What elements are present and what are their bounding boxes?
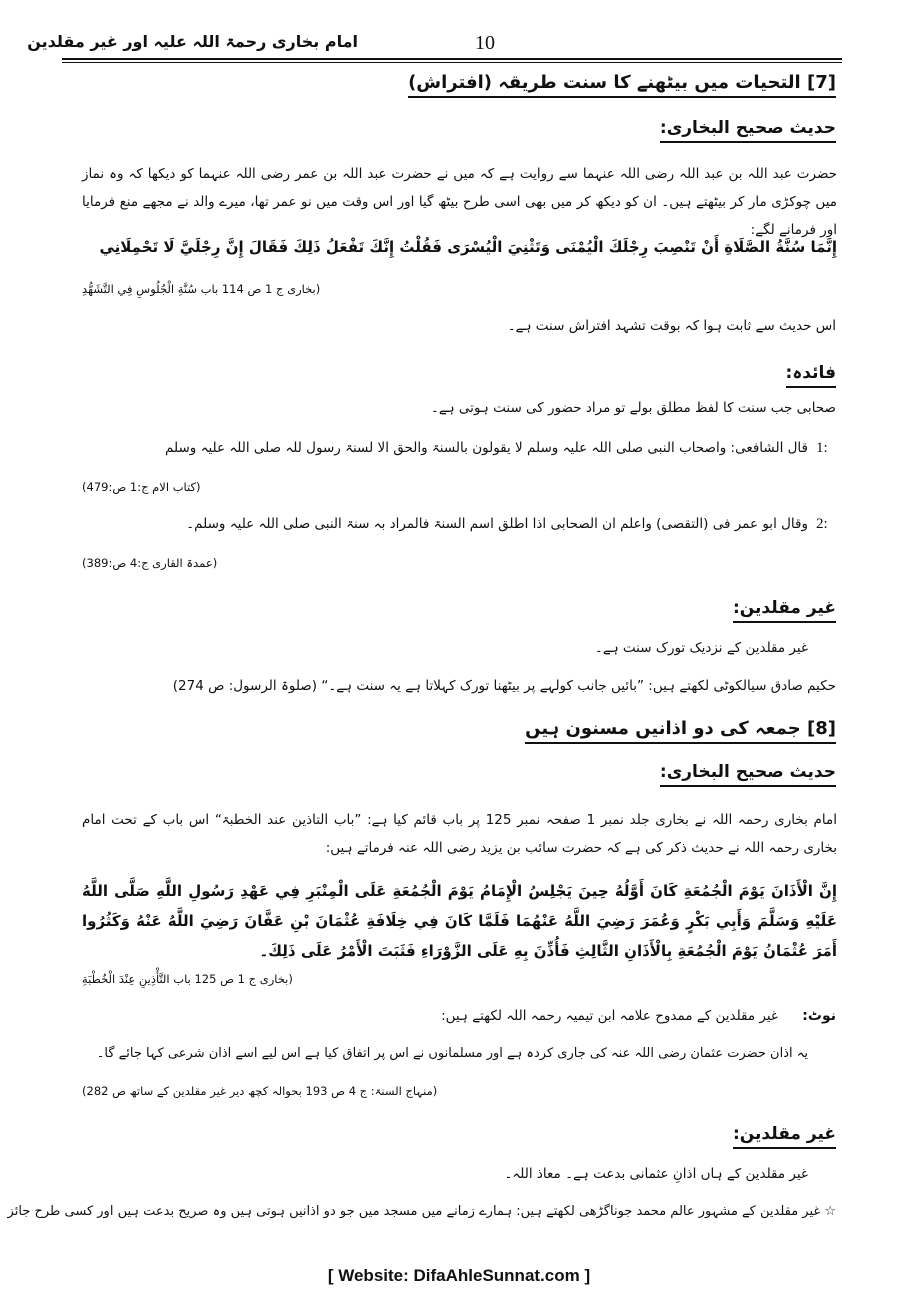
header-rule-thin (62, 62, 842, 63)
section-7-conclusion: اس حدیث سے ثابت ہوا کہ بوقت تشہد افتراش سنت ہے۔ (507, 318, 836, 334)
section-7-ghair-label: غیر مقلدین: (733, 598, 836, 623)
section-7-ghair-line-1: غیر مقلدین کے نزدیک تورک سنت ہے۔ (594, 640, 808, 656)
item-1-number: 1: (816, 440, 828, 456)
section-7-paragraph: حضرت عبد اللہ بن عبد اللہ رضی اللہ عنہما سے روایت ہے کہ میں نے حضرت عبد اللہ بن عمر رضی اللہ عنہما کو دیکھا کہ وہ نماز میں چوکڑی مار کر بیٹھتے ہیں۔ ان کو دیکھ کر میں بھی اسی طرح بیٹھ گیا اور اس وقت میں نو عمر تھا، میرے والد نے مجھے منع فرمایا اور فرمانے لگے: (82, 166, 837, 238)
item-1-reference: (کتاب الام ج:1 ص:479) (82, 480, 201, 494)
faida-text: صحابی جب سنت کا لفظ مطلق بولے تو مراد حضور کی سنت ہوتی ہے۔ (430, 400, 836, 416)
section-7-reference: (بخاری ج 1 ص 114 باب سُنَّةِ الْجُلُوسِ فِي التَّشَهُّدِ (82, 282, 321, 296)
section-8-ghair-line-1: غیر مقلدین کے ہاں اذانِ عثمانی بدعت ہے۔ معاذ اللہ۔ (504, 1166, 808, 1182)
page-number: 10 (475, 32, 495, 54)
section-8-paragraph: امام بخاری رحمہ اللہ نے بخاری جلد نمبر 1 صفحہ نمبر 125 پر باب قائم کیا ہے: ”باب التاذین عند الخطبۃ“ اس باب کے تحت امام بخاری رحمہ اللہ نے حدیث ذکر کی ہے کہ حضرت سائب بن یزید رضی اللہ عنہ فرماتے ہیں: (82, 812, 838, 856)
section-8-ghair-label: غیر مقلدین: (733, 1124, 836, 1149)
section-8-ghair-line-2: ☆ غیر مقلدین کے مشہور عالم محمد جوناگڑھی لکھتے ہیں: ہمارے زمانے میں مسجد میں جو دو اذانیں ہوتی ہیں وہ صریح بدعت ہیں اور کسی طرح جائز (7, 1204, 836, 1219)
section-7-ghair-line-2: حکیم صادق سیالکوٹی لکھتے ہیں: ”بائیں جانب کولہے پر بیٹھنا تورک کہلاتا ہے یہ سنت ہے۔“ (صلوۃ الرسول: ص 274) (172, 678, 836, 694)
section-8-heading: [8] جمعہ کی دو اذانیں مسنون ہیں (525, 718, 836, 744)
section-8-arabic-reference: (بخاری ج 1 ص 125 باب التَّأْذِينِ عِنْدَ الْخُطْبَةِ (82, 972, 293, 986)
note-reference: (منہاج السنۃ: ج 4 ص 193 بحوالہ کچھ دیر غیر مقلدین کے ساتھ ص 282) (82, 1084, 438, 1098)
section-8-hadith-label: حدیث صحیح البخاری: (660, 762, 836, 787)
item-2-reference: (عمدۃ القاری ج:4 ص:389) (82, 556, 218, 570)
section-8-arabic-text: إِنَّ الْأَذَانَ يَوْمَ الْجُمُعَةِ كَانَ أَوَّلُهُ حِينَ يَجْلِسُ الْإِمَامُ يَوْمَ الْجُمُعَةِ عَلَى الْمِنْبَرِ فِي عَهْدِ رَسُولِ اللَّهِ صَلَّى اللَّهُ عَلَيْهِ وَسَلَّمَ وَأَبِي بَكْرٍ وَعُمَرَ رَضِيَ اللَّهُ عَنْهُمَا فَلَمَّا كَانَ فِي خِلَافَةِ عُثْمَانَ بْنِ عَفَّانَ رَضِيَ اللَّهُ عَنْهُ وَكَثُرُوا أَمَرَ عُثْمَانُ يَوْمَ الْجُمُعَةِ بِالْأَذَانِ الثَّالِثِ فَأُذِّنَ بِهِ عَلَى الزَّوْرَاءِ فَثَبَتَ الْأَمْرُ عَلَى ذَلِكَ۔ (82, 882, 837, 960)
section-7-heading: [7] التحیات میں بیٹھنے کا سنت طریقہ (افتراش) (408, 72, 836, 98)
note-quote: یہ اذان حضرت عثمان رضی اللہ عنہ کی جاری کردہ ہے اور مسلمانوں نے اس پر اتفاق کیا ہے اس لیے اسے اذان شرعی کہا جائے گا۔ (96, 1046, 808, 1061)
note-text: غیر مقلدین کے ممدوح علامہ ابن تیمیہ رحمہ اللہ لکھتے ہیں: (441, 1008, 778, 1024)
header-rule-thick (62, 58, 842, 60)
item-2-text: وقال ابو عمر فی (التقصی) واعلم ان الصحابی اذا اطلق اسم السنۃ فالمراد بہ سنۃ النبی صلی اللہ علیہ وسلم۔ (186, 516, 808, 532)
section-7-hadith-label: حدیث صحیح البخاری: (660, 118, 836, 143)
section-7-arabic-text: إِنَّمَا سُنَّةُ الصَّلَاةِ أَنْ تَنْصِبَ رِجْلَكَ الْيُمْنَى وَتَثْنِيَ الْيُسْرَى فَقُلْتُ إِنَّكَ تَفْعَلُ ذَلِكَ فَقَالَ إِنَّ رِجْلَيَّ لَا تَحْمِلَانِي (99, 238, 837, 256)
running-header-title: امام بخاری رحمۃ اللہ علیہ اور غیر مقلدین (27, 32, 358, 51)
item-2-number: 2: (816, 516, 828, 532)
item-1-text: قال الشافعی: واصحاب النبی صلی اللہ علیہ وسلم لا یقولون بالسنۃ والحق الا لسنۃ رسول للہ صلی اللہ علیہ وسلم (165, 440, 808, 456)
note-label: نوٹ: (802, 1008, 836, 1024)
website-footer: [ Website: DifaAhleSunnat.com ] (327, 1266, 591, 1285)
faida-label: فائدہ: (786, 362, 836, 388)
